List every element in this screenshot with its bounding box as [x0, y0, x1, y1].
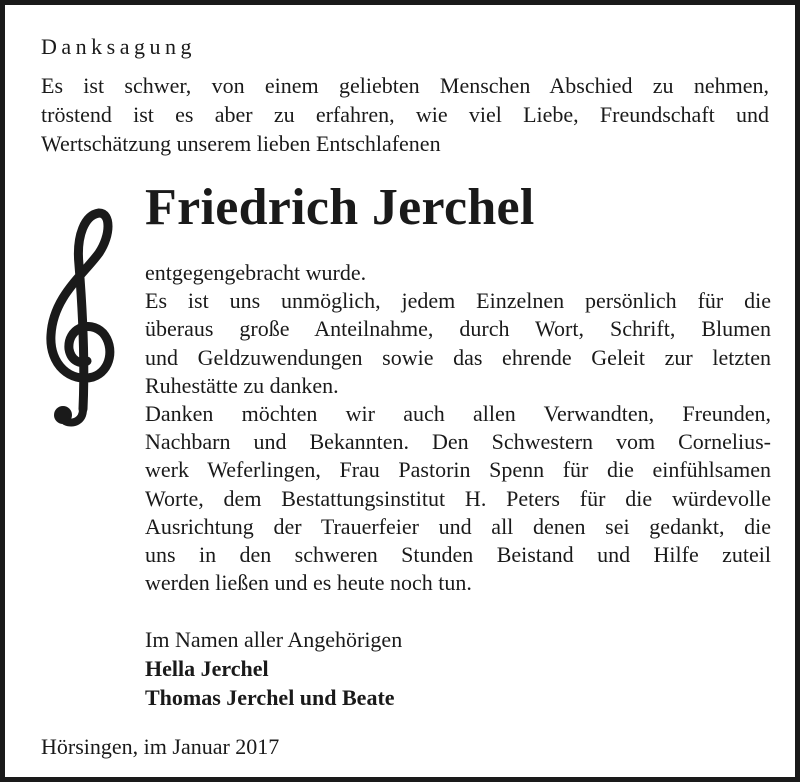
body-paragraph — [145, 259, 771, 597]
body-line: Worte, dem Bestattungsinstitut H. Peters für die würdevolle — [145, 485, 771, 511]
body-line: Nachbarn und Bekannten. Den Schwestern vom Cornelius- — [145, 429, 771, 455]
intro-line: Es ist schwer, von einem geliebten Menschen Abschied zu nehmen, — [41, 73, 769, 98]
body-line: entgegengebracht wurde. — [145, 260, 367, 285]
signature-block — [145, 625, 402, 712]
notice-heading: Danksagung — [41, 34, 196, 59]
body-line: Ruhestätte zu danken. — [145, 372, 339, 398]
deceased-name: Friedrich Jerchel — [145, 179, 535, 236]
place-date: Hörsingen, im Januar 2017 — [41, 734, 280, 759]
intro-paragraph — [41, 71, 769, 158]
intro-line: Wertschätzung unserem lieben Entschlafenen — [41, 131, 441, 156]
body-line: Danken möchten wir auch allen Verwandten, Freunden, — [145, 401, 771, 427]
treble-clef-icon — [39, 205, 119, 427]
body-line: werden ließen und es heute noch tun. — [145, 570, 472, 596]
signatory-name: Thomas Jerchel und Beate — [145, 685, 395, 710]
body-line: uns in den schweren Stunden Beistand und Hilfe zuteil — [145, 542, 771, 568]
signature-intro: Im Namen aller Angehörigen — [145, 627, 403, 652]
signatory-name: Hella Jerchel — [145, 656, 269, 681]
body-line: Es ist uns unmöglich, jedem Einzelnen persönlich für die — [145, 288, 771, 314]
body-line: überaus große Anteilnahme, durch Wort, Schrift, Blumen — [145, 316, 771, 342]
body-line: Ausrichtung der Trauerfeier und all denen sei gedankt, die — [145, 513, 771, 539]
intro-line: tröstend ist es aber zu erfahren, wie viel Liebe, Freundschaft und — [41, 102, 769, 127]
body-line: und Geldzuwendungen sowie das ehrende Geleit zur letzten — [145, 344, 771, 370]
body-line: werk Weferlingen, Frau Pastorin Spenn für die einfühlsamen — [145, 457, 771, 483]
